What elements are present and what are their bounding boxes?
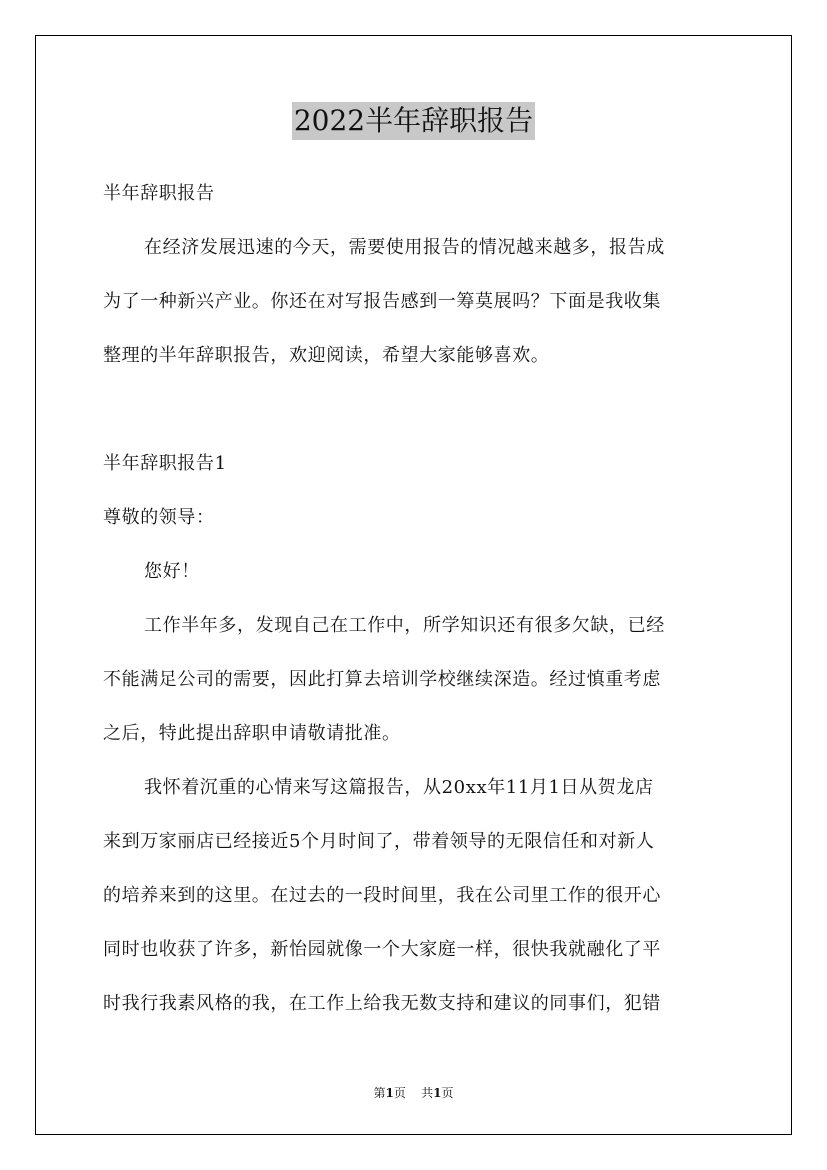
paragraph-line: 之后，特此提出辞职申请敬请批准。 [103,723,401,744]
paragraph-line: 我怀着沉重的心情来写这篇报告，从20xx年11月1日从贺龙店 [144,777,654,798]
paragraph-line: 在经济发展迅速的今天，需要使用报告的情况越来越多，报告成 [144,237,665,258]
title-container [0,102,827,140]
paragraph-line: 来到万家丽店已经接近5个月时间了，带着领导的无限信任和对新人 [103,831,655,852]
page-footer [0,1084,827,1101]
section-heading: 半年辞职报告 [103,183,215,204]
page-number: 第1页 [373,1086,406,1100]
salutation: 尊敬的领导： [103,507,215,528]
paragraph-line: 的培养来到的这里。在过去的一段时间里，我在公司里工作的很开心 [103,885,661,906]
paragraph-line: 为了一种新兴产业。你还在对写报告感到一筹莫展吗？下面是我收集 [103,291,661,312]
paragraph-line: 不能满足公司的需要，因此打算去培训学校继续深造。经过慎重考虑 [103,669,661,690]
paragraph-line: 同时也收获了许多，新怡园就像一个大家庭一样，很快我就融化了平 [103,939,661,960]
document-title: 2022半年辞职报告 [292,102,535,140]
page-total: 共1页 [421,1086,454,1100]
paragraph-line: 工作半年多，发现自己在工作中，所学知识还有很多欠缺，已经 [144,615,665,636]
greeting: 您好！ [144,561,200,582]
paragraph-line: 整理的半年辞职报告，欢迎阅读，希望大家能够喜欢。 [103,345,550,366]
section-heading: 半年辞职报告1 [103,453,227,474]
paragraph-line: 时我行我素风格的我，在工作上给我无数支持和建议的同事们，犯错 [103,993,661,1014]
